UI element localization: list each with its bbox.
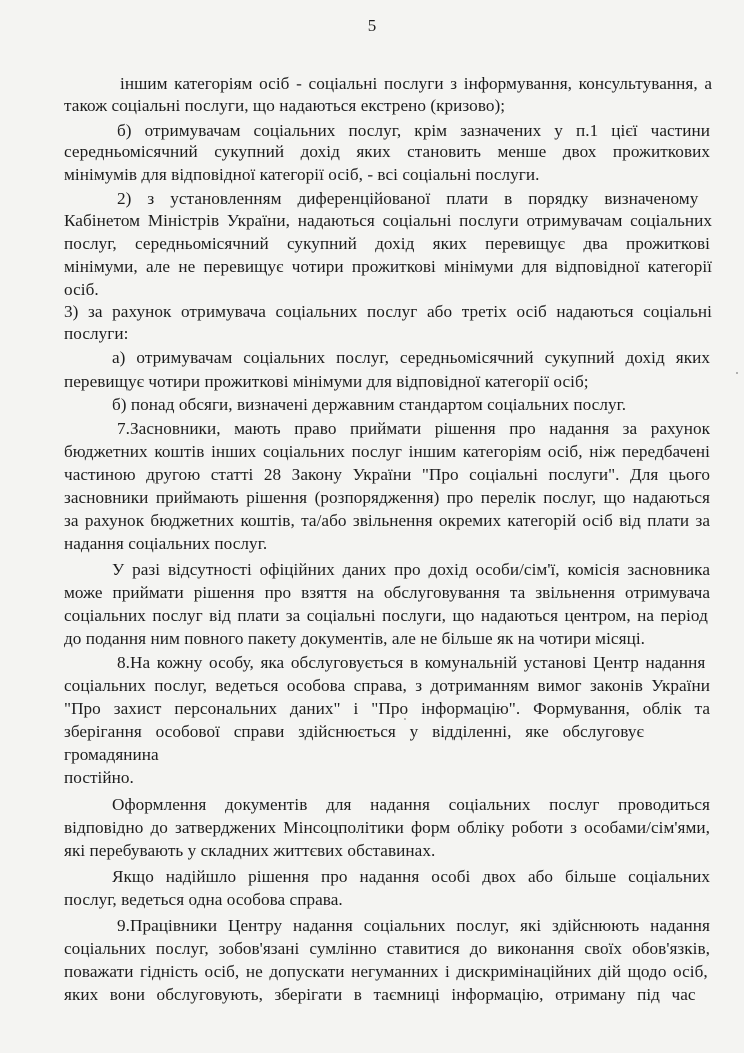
text-line: частиною другою статті 28 Закону України "Про соціальні послуги". Для цього xyxy=(64,465,710,484)
text-line: послуг, середньомісячний сукупний дохід яких перевищує два прожиткові xyxy=(64,234,710,253)
text-line: 7.Засновники, мають право приймати рішення про надання за рахунок xyxy=(117,419,710,438)
text-line: послуги: xyxy=(64,324,129,343)
text-line: соціальних послуг від плати за соціальні послуги, що надаються центром, на період xyxy=(64,606,708,625)
scan-speck xyxy=(404,718,406,720)
text-line: Кабінетом Міністрів України, надаються соціальні послуги отримувачам соціальних xyxy=(64,211,712,230)
text-line: іншим категоріям осіб - соціальні послуги з інформування, консультування, а xyxy=(120,74,712,93)
text-line: також соціальні послуги, що надаються екстрено (кризово); xyxy=(64,96,506,115)
text-line: яких вони обслуговують, зберігати в таємниці інформацію, отриману під час xyxy=(64,985,696,1004)
text-line: 3) за рахунок отримувача соціальних послуг або третіх осіб надаються соціальні xyxy=(64,302,712,321)
text-line: 8.На кожну особу, яка обслуговується в комунальній установі Центр надання xyxy=(117,653,706,672)
text-line: У разі відсутності офіційних даних про дохід особи/сім'ї, комісія засновника xyxy=(112,560,710,579)
text-line: бюджетних коштів інших соціальних послуг іншим категоріям осіб, ніж передбачені xyxy=(64,442,710,461)
text-line: громадянина xyxy=(64,745,159,764)
text-line: які перебувають у складних життєвих обставинах. xyxy=(64,841,436,860)
text-line: б) отримувачам соціальних послуг, крім зазначених у п.1 цієї частини xyxy=(117,121,710,140)
text-line: надання соціальних послуг. xyxy=(64,534,268,553)
text-line: 9.Працівники Центру надання соціальних послуг, які здійснюють надання xyxy=(117,916,710,935)
text-line: б) понад обсяги, визначені державним стандартом соціальних послуг. xyxy=(112,395,627,414)
text-line: постійно. xyxy=(64,768,134,787)
text-line: відповідно до затверджених Мінсоцполітики форм обліку роботи з особами/сім'ями, xyxy=(64,818,710,837)
text-line: "Про захист персональних даних" і "Про інформацію". Формування, облік та xyxy=(64,699,710,718)
text-line: Оформлення документів для надання соціальних послуг проводиться xyxy=(112,795,710,814)
text-line: середньомісячний сукупний дохід яких становить менше двох прожиткових xyxy=(64,142,710,161)
text-line: соціальних послуг, зобов'язані сумлінно ставитися до виконання своїх обов'язків, xyxy=(64,939,710,958)
page-number: 5 xyxy=(367,16,377,35)
text-line: соціальних послуг, ведеться особова справа, з дотриманням вимог законів України xyxy=(64,676,710,695)
text-line: 2) з установленням диференційованої плати в порядку визначеному xyxy=(117,189,699,208)
text-line: може приймати рішення про взяття на обслуговування та звільнення отримувача xyxy=(64,583,710,602)
text-line: засновники приймають рішення (розпорядження) про перелік послуг, що надаються xyxy=(64,488,710,507)
text-line: до подання ним повного пакету документів, але не більше як на чотири місяці. xyxy=(64,629,645,648)
text-line: послуг, ведеться одна особова справа. xyxy=(64,890,343,909)
text-line: мінімуми, але не перевищує чотири прожиткові мінімуми для відповідної категорії xyxy=(64,257,712,276)
text-line: за рахунок бюджетних коштів, та/або звільнення окремих категорій осіб від плати за xyxy=(64,511,710,530)
text-line: мінімумів для відповідної категорії осіб, - всі соціальні послуги. xyxy=(64,165,540,184)
text-line: осіб. xyxy=(64,280,99,299)
text-line: Якщо надійшло рішення про надання особі двох або більше соціальних xyxy=(112,867,710,886)
text-line: а) отримувачам соціальних послуг, середньомісячний сукупний дохід яких xyxy=(112,348,710,367)
scan-speck xyxy=(736,372,738,374)
text-line: зберігання особової справи здійснюється у відділенні, яке обслуговує xyxy=(64,722,644,741)
text-line: перевищує чотири прожиткові мінімуми для відповідної категорії осіб; xyxy=(64,372,589,391)
text-line: поважати гідність осіб, не допускати негуманних і дискримінаційних дій щодо осіб, xyxy=(64,962,708,981)
